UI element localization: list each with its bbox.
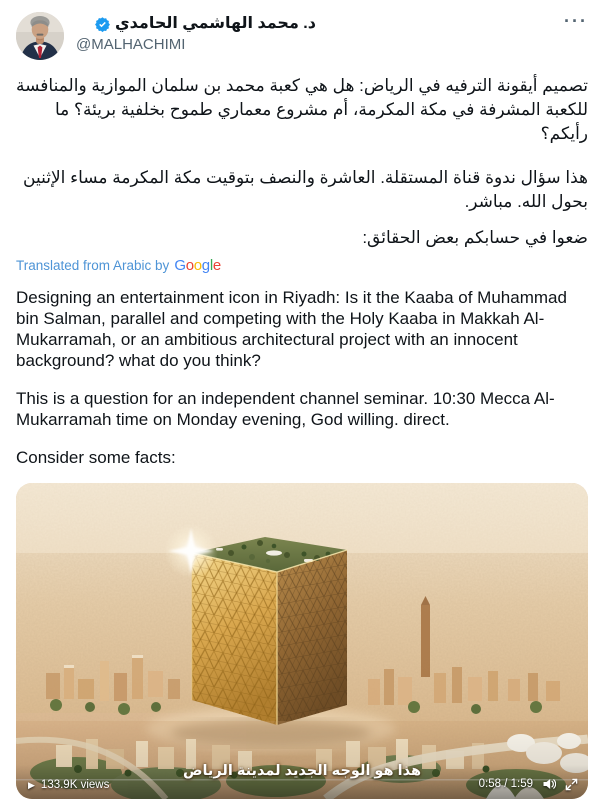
name-row[interactable] xyxy=(94,15,556,33)
fullscreen-icon[interactable] xyxy=(565,778,578,791)
user-handle: @MALHACHIMI xyxy=(76,36,186,53)
video-views-pill xyxy=(28,779,109,791)
translated-label[interactable]: Translated from Arabic by xyxy=(16,258,170,273)
google-letter: e xyxy=(212,257,221,274)
google-letter: o xyxy=(193,257,202,274)
video-controls-right xyxy=(479,777,578,791)
tweet-header xyxy=(16,12,588,60)
name-block xyxy=(76,12,556,54)
video-player[interactable] xyxy=(16,483,588,799)
tweet-text-english-1: Designing an entertainment icon in Riyadh: Is it the Kaaba of Muhammad bin Salman, parallel and competing with the Holy Kaaba in Makkah Al-Mukarramah, or an ambitious architectural project with an innocent background? what do you think? xyxy=(16,288,567,370)
translated-row xyxy=(16,257,588,274)
tweet-text-english-2: This is a question for an independent channel seminar. 10:30 Mecca Al-Mukarramah time on Monday evening, God willing. direct. xyxy=(16,389,555,429)
play-icon[interactable]: ▶ xyxy=(28,780,35,790)
more-horizontal-icon: ··· xyxy=(564,11,588,31)
tweet-text-arabic-3: ضعوا في حسابكم بعض الحقائق: xyxy=(362,228,588,247)
more-button[interactable] xyxy=(556,11,588,31)
avatar[interactable] xyxy=(16,12,64,60)
google-logo xyxy=(174,257,221,274)
tweet-text-arabic-1: تصميم أيقونة الترفيه في الرياض: هل هي كعبة محمد بن سلمان الموازية والمنافسة للكعبة المشرفة في مكة المكرمة، أم مشروع معماري طموح بخلفية بريئة؟ ما رأيكم؟ xyxy=(16,76,588,143)
video-time: 0:58 / 1:59 xyxy=(478,778,533,790)
tweet-text-arabic-2: هذا سؤال ندوة قناة المستقلة. العاشرة والنصف بتوقيت مكة المكرمة مساء الإثنين بحول الله. مباشر. xyxy=(23,168,588,211)
tweet-text-english-3: Consider some facts: xyxy=(16,448,176,467)
video-thumbnail-scene xyxy=(16,483,588,799)
verified-badge-icon xyxy=(94,16,111,33)
google-letter: o xyxy=(185,257,194,274)
display-name: د. محمد الهاشمي الحامدي xyxy=(115,15,316,32)
views-count: 133.9K views xyxy=(40,779,110,791)
speaker-icon[interactable] xyxy=(542,777,556,791)
google-letter: G xyxy=(174,257,186,274)
google-letter: g xyxy=(201,257,210,274)
video-subtitle: هذا هو الوجه الجديد لمدينة الرياض xyxy=(182,763,422,779)
google-letter: l xyxy=(209,257,213,274)
avatar-image xyxy=(16,12,64,60)
